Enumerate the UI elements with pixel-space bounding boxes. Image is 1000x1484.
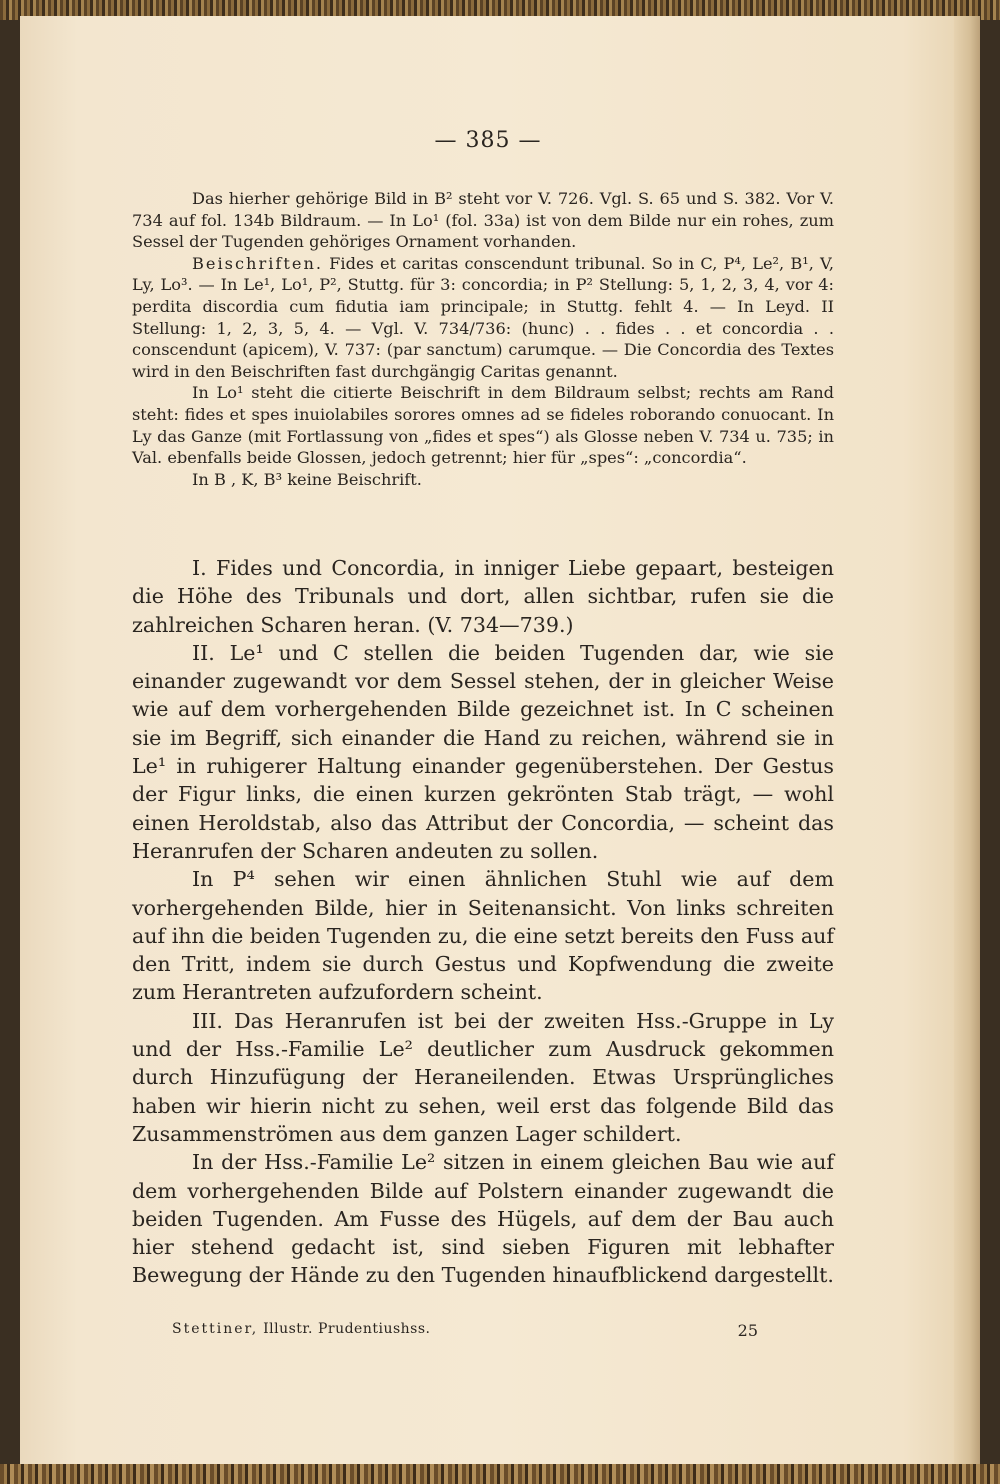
note-paragraph	[132, 253, 834, 383]
body-text	[132, 554, 834, 1290]
note-paragraph: In B , K, B³ keine Beischrift.	[192, 469, 422, 489]
book-page	[20, 16, 980, 1468]
body-paragraph: III. Das Heranrufen ist bei der zweiten Hss.-Gruppe in Ly und der Hss.-Familie Le² deutlicher zum Ausdruck gekommen durch Hinzufügung der Heraneilenden. Etwas Ursprüngliches haben wir hierin nicht zu sehen, weil erst das folgende Bild das Zusammenströmen aus dem ganzen Lager schildert.	[132, 1008, 834, 1146]
note-lead: Beischriften.	[192, 253, 324, 273]
note-text: Fides et caritas conscendunt tribunal. So in C, P⁴, Le², B¹, V, Ly, Lo³. — In Le¹, Lo¹, P², Stuttg. für 3: concordia; in P² Stellung: 5, 1, 2, 3, 4, vor 4: perdita discordia cum fidutia iam principale; in Stuttg. fehlt 4. — In Leyd. II Stellung: 1, 2, 3, 5, 4. — Vgl. V. 734/736: (hunc) . . fides . . et concordia . . conscendunt (apicem), V. 737: (par sanctum) carumque. — Die Concordia des Textes wird in den Beischriften fast durchgängig Caritas genannt.	[132, 253, 834, 381]
page-gutter	[954, 16, 980, 1468]
page-footer	[172, 1321, 832, 1343]
footer-title: Illustr. Prudentiushss.	[263, 1321, 431, 1337]
footer-signature-line	[172, 1321, 431, 1337]
note-paragraph: Das hierher gehörige Bild in B² steht vor V. 726. Vgl. S. 65 und S. 382. Vor V. 734 auf fol. 134b Bildraum. — In Lo¹ (fol. 33a) ist von dem Bilde nur ein rohes, zum Sessel der Tugenden gehöriges Ornament vorhanden.	[132, 189, 834, 252]
body-paragraph: In der Hss.-Familie Le² sitzen in einem gleichen Bau wie auf dem vorhergehenden Bilde auf Polstern einander zugewandt die beiden Tugenden. Am Fusse des Hügels, auf dem der Bau auch hier stehend gedacht ist, sind sieben Figuren mit lebhafter Bewegung der Hände zu den Tugenden hinaufblickend dargestellt.	[132, 1150, 834, 1288]
note-paragraph: In Lo¹ steht die citierte Beischrift in dem Bildraum selbst; rechts am Rand steht: fides et spes inuiolabiles sorores omnes ad se fideles roborando conuocant. In Ly das Ganze (mit Fortlassung von „fides et spes“) als Glosse neben V. 734 u. 735; in Val. ebenfalls beide Glossen, jedoch getrennt; hier für „spes“: „concordia“.	[132, 383, 834, 468]
body-paragraph: II. Le¹ und C stellen die beiden Tugenden dar, wie sie einander zugewandt vor dem Sessel stehen, der in gleicher Weise wie auf dem vorhergehenden Bilde gezeichnet ist. In C scheinen sie im Begriff, sich einander die Hand zu reichen, während sie in Le¹ in ruhigerer Haltung einander gegenüberstehen. Der Gestus der Figur links, die einen kurzen gekrönten Stab trägt, — wohl einen Heroldstab, also das Attribut der Concordia, — scheint das Heranrufen der Scharen andeuten zu sollen.	[132, 640, 834, 863]
body-paragraph: In P⁴ sehen wir einen ähnlichen Stuhl wie auf dem vorhergehenden Bilde, hier in Seitenansicht. Von links schreiten auf ihn die beiden Tugenden zu, die eine setzt bereits den Fuss auf den Tritt, indem sie durch Gestus und Kopfwendung die zweite zum Herantreten aufzufordern scheint.	[132, 867, 834, 1005]
body-paragraph: I. Fides und Concordia, in inniger Liebe gepaart, besteigen die Höhe des Tribunals und dort, allen sichtbar, rufen sie die zahlreichen Scharen heran. (V. 734—739.)	[132, 556, 834, 637]
signature-mark: 25	[737, 1321, 758, 1340]
footer-author: Stettiner,	[172, 1321, 259, 1337]
footnote-block	[132, 188, 834, 490]
page-number: — 385 —	[434, 128, 542, 153]
book-bottom-edge	[0, 1464, 1000, 1484]
